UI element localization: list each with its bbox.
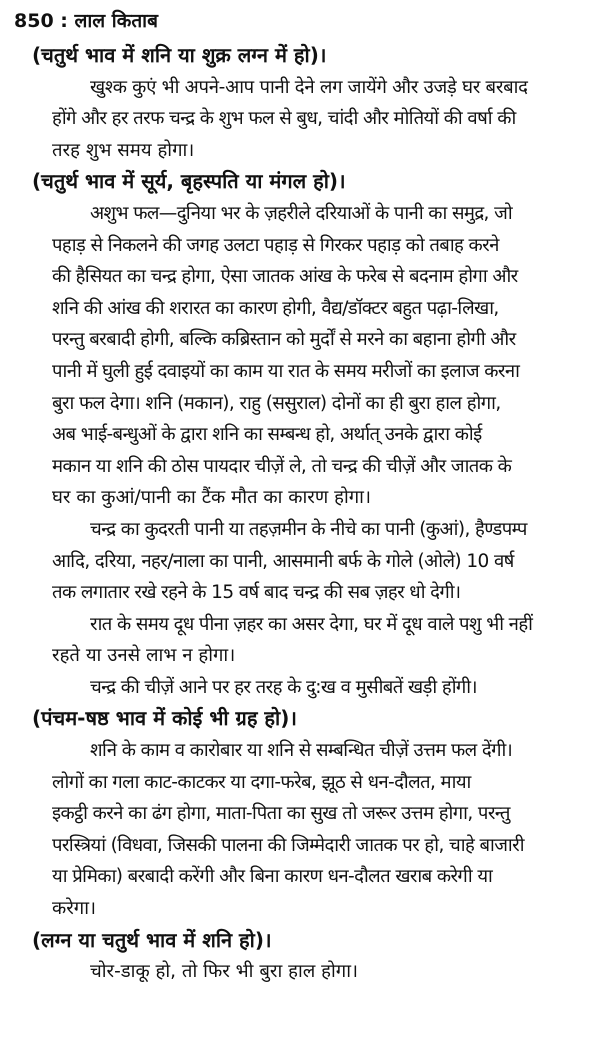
text-line: मकान या शनि की ठोस पायदार चीज़ें ले, तो चन्द्र की चीज़ें और जातक के bbox=[52, 455, 512, 477]
book-title: लाल किताब bbox=[74, 10, 158, 32]
paragraph bbox=[14, 72, 588, 167]
text-line: की हैसियत का चन्द्र होगा, ऐसा जातक आंख के फरेब से बदनाम होगा और bbox=[52, 266, 518, 288]
text-line: इकट्ठी करने का ढंग होगा, माता-पिता का सुख तो जरूर उत्तम होगा, परन्तु bbox=[52, 803, 510, 825]
section-heading: (चतुर्थ भाव में शनि या शुक्र लग्न में हो)। bbox=[32, 43, 327, 67]
paragraph bbox=[14, 514, 588, 609]
section-heading: (लग्न या चतुर्थ भाव में शनि हो)। bbox=[32, 927, 272, 952]
paragraph bbox=[14, 956, 588, 988]
page-header bbox=[14, 6, 588, 40]
header-separator: : bbox=[53, 10, 75, 32]
text-line: परस्त्रियां (विधवा, जिसकी पालना की जिम्मेदारी जातक पर हो, चाहे बाजारी bbox=[52, 834, 524, 856]
text-line: लोगों का गला काट-काटकर या दगा-फरेब, झूठ से धन-दौलत, माया bbox=[52, 771, 471, 793]
paragraph bbox=[14, 672, 588, 704]
text-line: तरह शुभ समय होगा। bbox=[52, 139, 195, 161]
text-line: आदि, दरिया, नहर/नाला का पानी, आसमानी बर्फ के गोले (ओले) 10 वर्ष bbox=[52, 550, 514, 572]
paragraph bbox=[14, 198, 588, 514]
text-line: घर का कुआं/पानी का टैंक मौत का कारण होगा। bbox=[52, 487, 371, 509]
paragraph bbox=[14, 735, 588, 925]
section-heading: (चतुर्थ भाव में सूर्य, बृहस्पति या मंगल हो)। bbox=[32, 169, 346, 194]
text-line: अब भाई-बन्धुओं के द्वारा शनि का सम्बन्ध हो, अर्थात् उनके द्वारा कोई bbox=[52, 424, 482, 446]
text-line: चोर-डाकू हो, तो फिर भी बुरा हाल होगा। bbox=[90, 961, 359, 983]
text-line: या प्रेमिका) बरबादी करेंगी और बिना कारण धन-दौलत खराब करेगी या bbox=[52, 866, 493, 888]
text-line: खुश्क कुएं भी अपने-आप पानी देने लग जायेंगे और उजड़े घर बरबाद bbox=[90, 76, 528, 98]
text-line: पानी में घुली हुई दवाइयों का काम या रात के समय मरीजों का इलाज करना bbox=[52, 360, 520, 382]
text-line: होंगे और हर तरफ चन्द्र के शुभ फल से बुध, चांदी और मोतियों की वर्षा की bbox=[52, 108, 516, 130]
text-line: रात के समय दूध पीना ज़हर का असर देगा, घर में दूध वाले पशु भी नहीं bbox=[90, 613, 533, 635]
text-line: शनि के काम व कारोबार या शनि से सम्बन्धित चीज़ें उत्तम फल देंगी। bbox=[90, 740, 513, 762]
text-line: रहते या उनसे लाभ न होगा। bbox=[52, 645, 236, 667]
paragraph bbox=[14, 609, 588, 672]
text-line: चन्द्र की चीज़ें आने पर हर तरह के दु:ख व मुसीबतें खड़ी होंगी। bbox=[90, 676, 477, 698]
page-number: 850 bbox=[14, 10, 54, 32]
section-heading: (पंचम-षष्ठ भाव में कोई भी ग्रह हो)। bbox=[32, 706, 297, 731]
text-line: शनि की आंख की शरारत का कारण होगी, वैद्य/डॉक्टर बहुत पढ़ा-लिखा, bbox=[52, 297, 499, 319]
text-line: परन्तु बरबादी होगी, बल्कि कब्रिस्तान को मुर्दों से मरने का बहाना होगी और bbox=[52, 329, 516, 351]
text-line: पहाड़ से निकलने की जगह उलटा पहाड़ से गिरकर पहाड़ को तबाह करने bbox=[52, 234, 499, 256]
text-line: बुरा फल देगा। शनि (मकान), राहु (ससुराल) दोनों का ही बुरा हाल होगा, bbox=[52, 392, 501, 414]
text-line: तक लगातार रखे रहने के 15 वर्ष बाद चन्द्र की सब ज़हर धो देगी। bbox=[52, 582, 461, 604]
text-line: करेगा। bbox=[52, 898, 96, 920]
text-line: चन्द्र का कुदरती पानी या तहज़मीन के नीचे का पानी (कुआं), हैण्डपम्प bbox=[90, 518, 527, 540]
text-line: अशुभ फल—दुनिया भर के ज़हरीले दरियाओं के पानी का समुद्र, जो bbox=[90, 202, 513, 224]
